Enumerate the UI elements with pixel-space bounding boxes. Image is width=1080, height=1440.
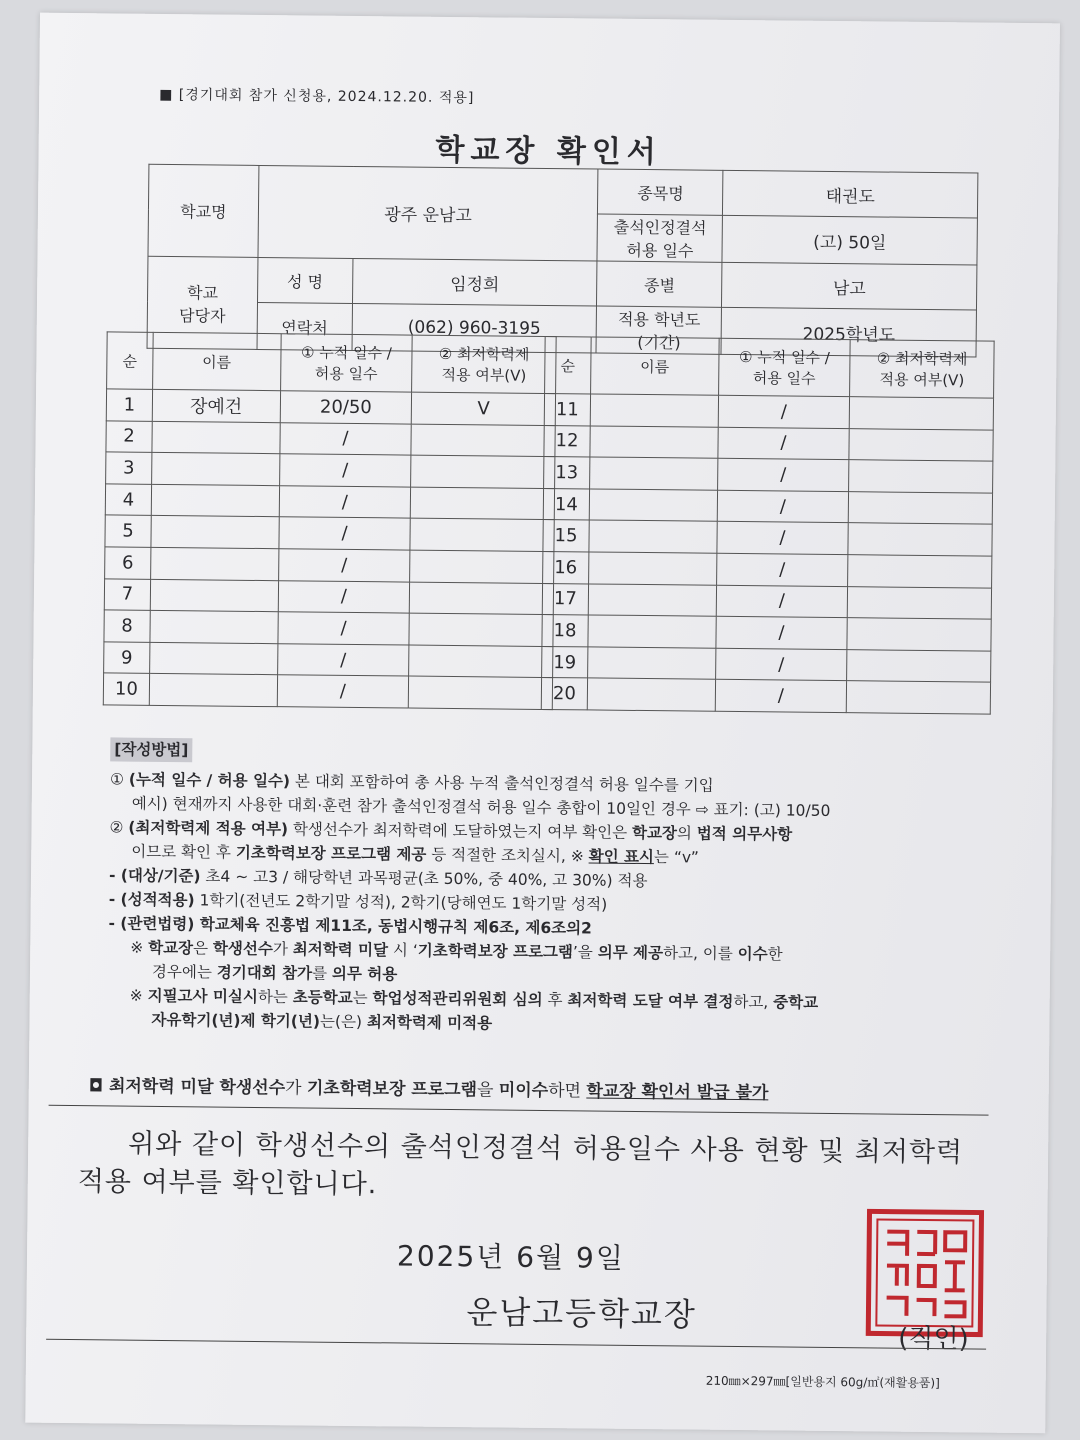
cell-min	[409, 613, 553, 646]
cell-no: 3	[106, 452, 152, 484]
cell-days: /	[718, 427, 850, 460]
table-row	[543, 520, 992, 556]
cell-days: /	[716, 616, 848, 649]
table-row	[544, 457, 993, 493]
cell-name	[589, 489, 717, 522]
cell-no: 12	[544, 425, 590, 457]
cell-name	[590, 457, 718, 490]
instruction-line: ② (최저학력제 적용 여부) 학생선수가 최저학력에 도달하였는지 여부 확인은 학교장의 법적 의무사항	[109, 818, 793, 844]
cell-days: /	[715, 680, 847, 713]
school-value: 광주 운남고	[258, 165, 599, 261]
table-row	[104, 578, 553, 614]
paper-spec: 210㎜×297㎜[일반용지 60g/㎡(재활용품)]	[705, 1373, 940, 1391]
cell-name	[588, 647, 716, 680]
header-name: 이름	[591, 337, 719, 395]
cell-min	[410, 582, 554, 615]
instruction-line: - (관련법령) 학교체육 진흥법 제11조, 동법시행규칙 제6조, 제6조의2	[108, 914, 592, 938]
document-page	[25, 13, 1060, 1434]
cell-name: 장예건	[152, 389, 280, 422]
days-value: (고) 50일	[722, 215, 977, 265]
contact-label: 연락처	[257, 302, 352, 350]
document-title: 학교장 확인서	[435, 132, 662, 171]
header-no: 순	[107, 332, 154, 389]
cell-name	[151, 516, 279, 549]
manager-label: 학교 담당자	[147, 256, 258, 349]
year-label: 적용 학년도 (기간)	[596, 306, 721, 354]
cell-min	[848, 523, 992, 556]
cell-name	[587, 678, 715, 711]
instruction-line: ※ 학교장은 학생선수가 최저학력 미달 시 ‘기초학력보장 프로그램’을 의무 제공하고, 이를 이수한	[130, 938, 783, 964]
warning-line: ◘ 최저학력 미달 학생선수가 기초학력보장 프로그램을 미이수하면 학교장 확인서 발급 불가	[88, 1076, 769, 1104]
header-no: 순	[545, 336, 592, 393]
cell-name	[151, 547, 279, 580]
table-row	[543, 488, 992, 524]
cell-days: /	[279, 454, 411, 487]
cell-min	[409, 645, 553, 678]
header-min: ② 최저학력제 적용 여부(V)	[850, 340, 994, 399]
cell-no: 1	[106, 389, 152, 421]
table-row	[542, 583, 991, 619]
cell-name	[588, 583, 716, 616]
instruction-line: 자유학기(년)제 학기(년)는(은) 최저학력제 미적용	[151, 1010, 493, 1033]
table-row	[542, 615, 991, 651]
cell-no: 2	[106, 420, 152, 452]
roster-body-left	[103, 389, 555, 710]
cell-min	[847, 618, 991, 651]
instructions-heading: [작성방법]	[110, 737, 192, 762]
sport-label: 종목명	[598, 169, 723, 215]
cell-days: /	[718, 395, 850, 428]
cell-days: /	[279, 422, 411, 455]
cell-days: /	[277, 675, 409, 708]
name-label: 성 명	[257, 257, 352, 303]
cell-days: /	[278, 580, 410, 613]
cell-no: 4	[105, 484, 151, 516]
cell-name	[590, 394, 718, 427]
cell-no: 10	[103, 673, 149, 705]
cell-days: /	[279, 517, 411, 550]
table-row	[544, 393, 993, 429]
cell-days: /	[277, 643, 409, 676]
gender-label: 종별	[597, 261, 722, 307]
cell-no: 16	[543, 551, 589, 583]
sport-value: 태권도	[723, 170, 978, 218]
table-row	[106, 420, 555, 456]
cell-name	[590, 426, 718, 459]
cell-no: 17	[542, 583, 588, 615]
instruction-line: 예시) 현재까지 사용한 대회·훈련 참가 출석인정결석 허용 일수 총합이 10일인 경우 ⇨ 표기: (고) 10/50	[131, 794, 831, 820]
year-value: 2025학년도	[721, 307, 976, 357]
table-row	[106, 389, 555, 425]
table-row	[544, 425, 993, 461]
cell-days: /	[279, 485, 411, 518]
cell-days: /	[716, 553, 848, 586]
instruction-line: 이므로 확인 후 기초학력보장 프로그램 제공 등 적절한 조치실시, ※ 확인 표시는 “v”	[131, 842, 699, 867]
cell-no: 18	[542, 615, 588, 647]
cell-no: 11	[544, 393, 590, 425]
cell-name	[151, 484, 279, 517]
gender-value: 남고	[722, 262, 977, 310]
cell-days: /	[717, 458, 849, 491]
sign-date: 2025년 6월 9일	[396, 1239, 626, 1275]
roster-table-right	[541, 336, 995, 715]
divider	[49, 1105, 989, 1116]
cell-min	[410, 518, 554, 551]
cell-name	[589, 520, 717, 553]
cell-name	[152, 421, 280, 454]
header-name: 이름	[153, 332, 281, 390]
cell-min	[847, 681, 991, 714]
header-min: ② 최저학력제 적용 여부(V)	[412, 335, 556, 394]
cell-no: 15	[543, 520, 589, 552]
cell-min	[847, 649, 991, 682]
cell-min	[411, 455, 555, 488]
cell-min	[848, 586, 992, 619]
instruction-line: - (성적적용) 1학기(전년도 2학기말 성적), 2학기(당해연도 1학기말 성적)	[108, 890, 608, 914]
table-row	[541, 678, 990, 714]
cell-no: 20	[541, 678, 587, 710]
cell-days: /	[716, 585, 848, 618]
cell-days: /	[715, 648, 847, 681]
instruction-line: ① (누적 일수 / 허용 일수) 본 대회 포함하여 총 사용 누적 출석인정결석 허용 일수를 기입	[109, 770, 714, 795]
cell-no: 5	[105, 515, 151, 547]
school-label: 학교명	[148, 164, 259, 257]
header-days: ① 누적 일수 / 허용 일수	[718, 338, 850, 396]
info-table	[147, 164, 979, 358]
cell-no: 9	[104, 642, 150, 674]
table-row	[542, 646, 991, 682]
cell-name	[589, 552, 717, 585]
cell-no: 13	[544, 457, 590, 489]
cell-min	[850, 397, 994, 430]
roster-table-left	[103, 331, 557, 710]
cell-name	[150, 579, 278, 612]
cell-name	[150, 642, 278, 675]
cell-min	[411, 424, 555, 457]
seal-label: (직인)	[898, 1323, 969, 1355]
cell-name	[149, 674, 277, 707]
cell-min	[849, 491, 993, 524]
cell-min	[849, 460, 993, 493]
cell-no: 6	[105, 547, 151, 579]
header-days: ① 누적 일수 / 허용 일수	[280, 334, 412, 392]
contact-value: (062) 960-3195	[352, 303, 597, 353]
table-row	[105, 484, 554, 520]
roster-body-right	[541, 393, 993, 714]
cell-no: 7	[104, 578, 150, 610]
cell-days: /	[278, 612, 410, 645]
cell-min	[409, 676, 553, 709]
table-row	[103, 673, 552, 709]
table-row	[105, 515, 554, 551]
cell-days: 20/50	[280, 391, 412, 424]
cell-no: 19	[542, 646, 588, 678]
warning-box-icon: ◘	[88, 1076, 104, 1097]
instructions	[107, 737, 1010, 1040]
cell-days: /	[717, 522, 849, 555]
cell-no: 14	[543, 488, 589, 520]
cell-name	[152, 453, 280, 486]
cell-name	[150, 611, 278, 644]
principal-title: 운남고등학교장	[466, 1293, 698, 1334]
cell-min	[848, 555, 992, 588]
cell-days: /	[278, 549, 410, 582]
instruction-line: 경우에는 경기대회 참가를 의무 허용	[151, 962, 398, 984]
instruction-line: - (대상/기준) 초4 ~ 고3 / 해당학년 과목평균(초 50%, 중 40%, 고 30%) 적용	[108, 866, 648, 891]
cell-name	[588, 615, 716, 648]
cell-min: V	[412, 392, 556, 425]
cell-min	[849, 428, 993, 461]
instruction-line: ※ 지필고사 미실시하는 초등학교는 학업성적관리위원회 심의 후 최저학력 도달 여부 결정하고, 중학교	[129, 986, 819, 1012]
cell-days: /	[717, 490, 849, 523]
confirmation-text: 위와 같이 학생선수의 출석인정결석 허용일수 사용 현황 및 최저학력 적용 여부를 확인합니다.	[77, 1128, 964, 1201]
cell-no: 8	[104, 610, 150, 642]
form-tag: ■ [경기대회 참가 신청용, 2024.12.20. 적용]	[159, 86, 475, 107]
cell-min	[411, 487, 555, 520]
table-row	[106, 452, 555, 488]
table-row	[104, 642, 553, 678]
days-label: 출석인정결석 허용 일수	[597, 214, 722, 262]
table-row	[543, 551, 992, 587]
cell-min	[410, 550, 554, 583]
divider	[46, 1339, 986, 1350]
table-row	[105, 547, 554, 583]
table-row	[104, 610, 553, 646]
name-value: 임정희	[352, 258, 597, 306]
